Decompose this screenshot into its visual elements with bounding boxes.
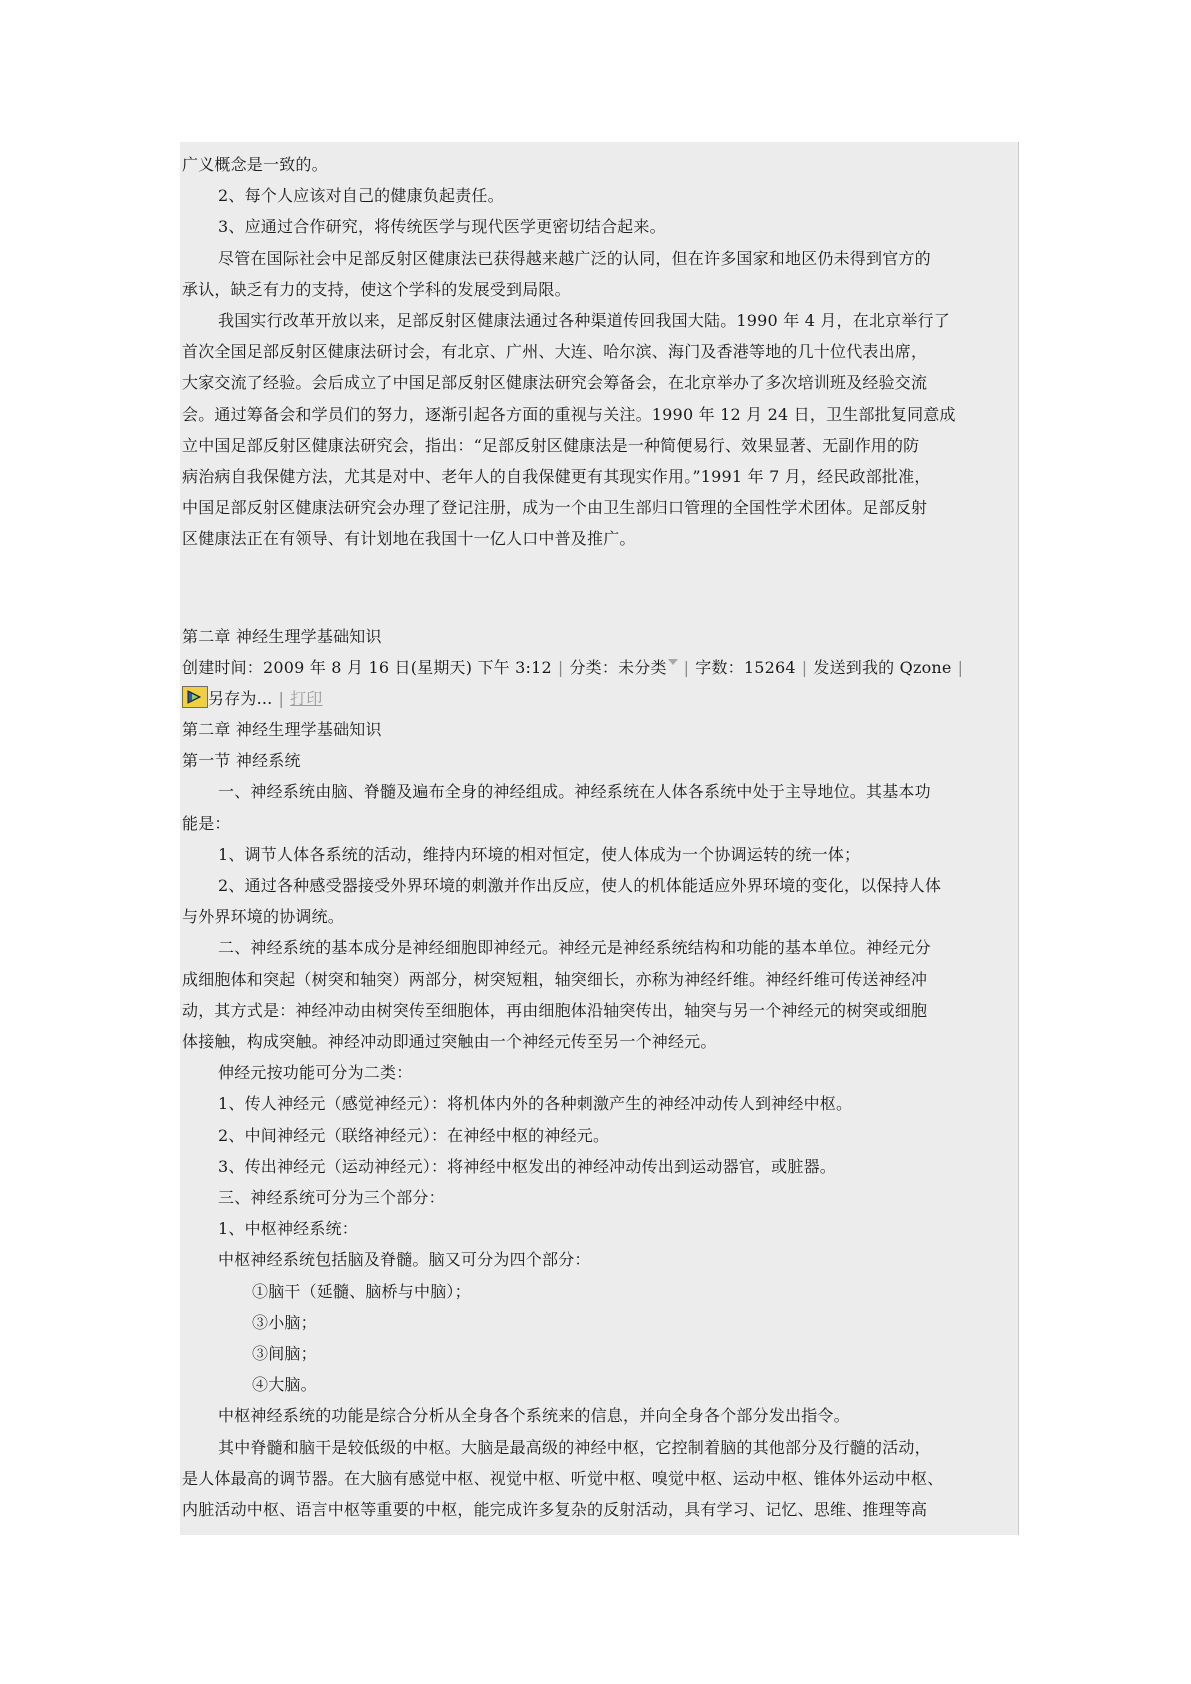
paragraph-line: 二、神经系统的基本成分是神经细胞即神经元。神经元是神经系统结构和功能的基本单位。神经元分: [218, 938, 931, 958]
paragraph-line: 区健康法正在有领导、有计划地在我国十一亿人口中普及推广。: [182, 529, 636, 549]
paragraph-line: 3、应通过合作研究，将传统医学与现代医学更密切结合起来。: [218, 217, 666, 237]
paragraph-line: 能是：: [182, 813, 231, 833]
paragraph-line: 1、传人神经元（感觉神经元）：将机体内外的各种刺激产生的神经冲动传人到神经中枢。: [218, 1094, 853, 1114]
word-count: 字数：15264: [695, 658, 796, 678]
paragraph-line: 大家交流了经验。会后成立了中国足部反射区健康法研究会筹备会，在北京举办了多次培训班及经验交流: [182, 373, 928, 393]
chapter-body: [182, 714, 1012, 1525]
paragraph-line: 1、调节人体各系统的活动，维持内环境的相对恒定，使人体成为一个协调运转的统一体；: [218, 844, 861, 864]
paragraph-line: 与外界环境的协调统。: [182, 907, 345, 927]
paragraph-line: 中国足部反射区健康法研究会办理了登记注册，成为一个由卫生部归口管理的全国性学术团体。足部反射: [182, 498, 928, 518]
paragraph-line: 3、传出神经元（运动神经元）：将神经中枢发出的神经冲动传出到运动器官，或脏器。: [218, 1156, 836, 1176]
paragraph-line: 会。通过筹备会和学员们的努力，逐渐引起各方面的重视与关注。1990 年 12 月 24 日，卫生部批复同意成: [182, 404, 956, 424]
paragraph-line: 其中脊髓和脑干是较低级的中枢。大脑是最高级的神经中枢，它控制着脑的其他部分及行髓的活动，: [218, 1437, 931, 1457]
paragraph-line: 中枢神经系统的功能是综合分析从全身各个系统来的信息，并向全身各个部分发出指令。: [218, 1406, 850, 1426]
created-time: 创建时间：2009 年 8 月 16 日(星期天) 下午 3:12: [182, 658, 552, 678]
separator: |: [278, 689, 285, 709]
save-as-link[interactable]: 另存为...: [208, 689, 273, 709]
paragraph-line: 广义概念是一致的。: [182, 155, 328, 174]
send-to-qzone-link[interactable]: 发送到我的 Qzone: [813, 658, 952, 678]
intro-section: [182, 149, 1012, 555]
list-item: ③小脑；: [252, 1312, 317, 1332]
print-link[interactable]: 打印: [290, 689, 323, 709]
paragraph-line: 三、神经系统可分为三个部分：: [218, 1188, 445, 1208]
paragraph-line: 2、中间神经元（联络神经元）：在神经中枢的神经元。: [218, 1125, 610, 1145]
paragraph-line: 2、每个人应该对自己的健康负起责任。: [218, 186, 504, 206]
list-item: ③间脑；: [252, 1344, 317, 1364]
paragraph-line: 尽管在国际社会中足部反射区健康法已获得越来越广泛的认同，但在许多国家和地区仍未得到官方的: [218, 248, 931, 268]
paragraph-line: 体接触，构成突触。神经冲动即通过突触由一个神经元传至另一个神经元。: [182, 1032, 717, 1052]
paragraph-line: 成细胞体和突起（树突和轴突）两部分，树突短粗，轴突细长，亦称为神经纤维。神经纤维可传送神经冲: [182, 969, 928, 989]
separator: |: [957, 658, 964, 678]
category-dropdown[interactable]: [569, 658, 677, 677]
paragraph-line: 病治病自我保健方法，尤其是对中、老年人的自我保健更有其现实作用。”1991 年 7 月，经民政部批准，: [182, 467, 931, 487]
paragraph-line: 首次全国足部反射区健康法研讨会，有北京、广州、大连、哈尔滨、海门及香港等地的几十位代表出席，: [182, 342, 928, 362]
chapter-header: [182, 621, 1012, 715]
paragraph-line: 动，其方式是：神经冲动由树突传至细胞体，再由细胞体沿轴突传出，轴突与另一个神经元的树突或细胞: [182, 1000, 928, 1020]
chapter-title: 第二章 神经生理学基础知识: [182, 627, 382, 646]
paragraph-line: 中枢神经系统包括脑及脊髓。脑又可分为四个部分：: [218, 1250, 591, 1270]
paragraph-line: 立中国足部反射区健康法研究会，指出：“足部反射区健康法是一种简便易行、效果显著、无副作用的防: [182, 435, 920, 455]
separator: |: [801, 658, 808, 678]
separator: |: [557, 658, 564, 678]
paragraph-line: 是人体最高的调节器。在大脑有感觉中枢、视觉中枢、听觉中枢、嗅觉中枢、运动中枢、锥体外运动中枢、: [182, 1468, 944, 1488]
paragraph-line: 我国实行改革开放以来，足部反射区健康法通过各种渠道传回我国大陆。1990 年 4 月，在北京举行了: [218, 311, 950, 331]
post-meta: [182, 652, 1012, 683]
section-heading: 第二章 神经生理学基础知识: [182, 720, 382, 739]
dropdown-arrow-icon: [668, 659, 678, 665]
post-actions: [182, 683, 1012, 714]
list-item: ①脑干（延髓、脑桥与中脑）；: [252, 1281, 471, 1301]
save-as-icon[interactable]: [182, 686, 208, 708]
paragraph-line: 1、中枢神经系统：: [218, 1219, 358, 1239]
paragraph-line: 承认，缺乏有力的支持，使这个学科的发展受到局限。: [182, 279, 571, 299]
separator: |: [683, 658, 690, 678]
paragraph-line: 一、神经系统由脑、脊髓及遍布全身的神经组成。神经系统在人体各系统中处于主导地位。其基本功: [218, 782, 931, 802]
category-label: 分类：未分类: [569, 658, 667, 678]
paragraph-line: 2、通过各种感受器接受外界环境的刺激并作出反应，使人的机体能适应外界环境的变化，以保持人体: [218, 876, 942, 896]
paragraph-line: 内脏活动中枢、语言中枢等重要的中枢，能完成许多复杂的反射活动，具有学习、记忆、思维、推理等高: [182, 1500, 928, 1520]
section-heading: 第一节 神经系统: [182, 751, 301, 771]
paragraph-line: 伸经元按功能可分为二类：: [218, 1063, 413, 1083]
list-item: ④大脑。: [252, 1375, 317, 1395]
